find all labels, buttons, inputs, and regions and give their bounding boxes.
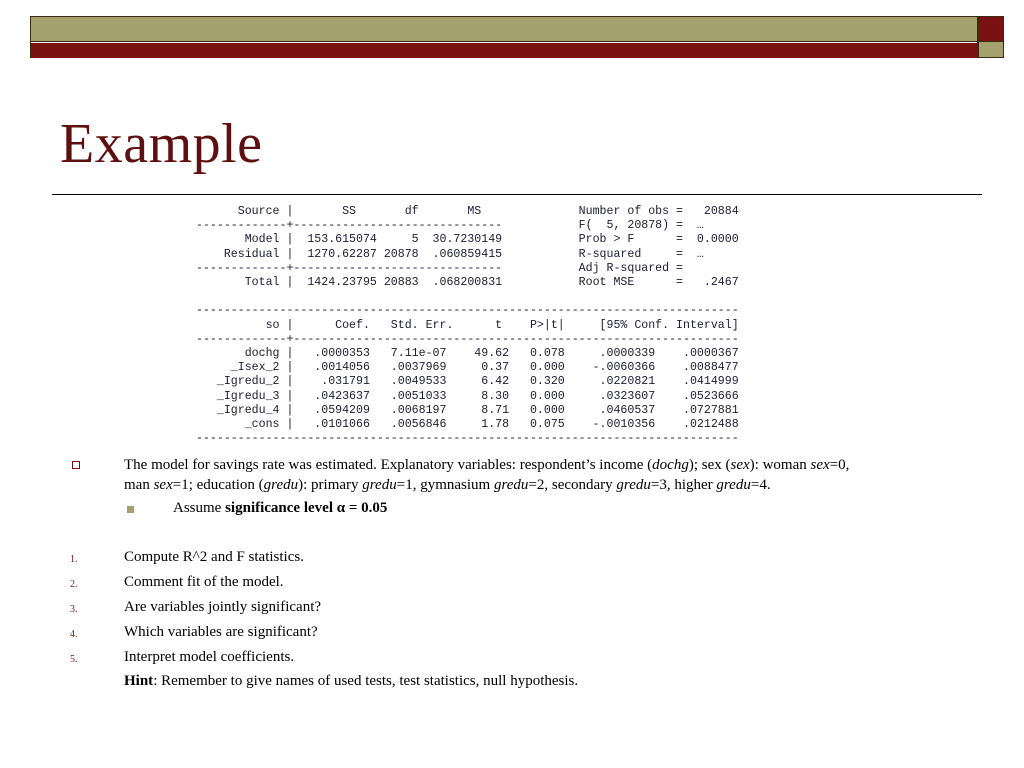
- regression-line: -------------+----------------------------------------------------------------: [196, 332, 739, 346]
- task-item: Which variables are significant?: [124, 624, 318, 640]
- header-corner-bottom: [978, 42, 1004, 58]
- header-corner-top: [978, 16, 1004, 42]
- regression-line: -------------+------------------------------ F( 5, 20878) = …: [196, 219, 704, 233]
- header-band-olive: [31, 17, 977, 42]
- regression-line: ------------------------------------------------------------------------------: [196, 304, 739, 318]
- header-band-maroon: [31, 43, 977, 58]
- assume-text: Assume significance level α = 0.05: [173, 500, 388, 516]
- hint-text: Hint: Remember to give names of used tests, test statistics, null hypothesis.: [124, 673, 579, 689]
- regression-line: dochg | .0000353 7.11e-07 49.62 0.078 .0000339 .0000367: [196, 347, 739, 361]
- regression-line: [196, 290, 739, 304]
- bullet-square-icon: [72, 461, 80, 469]
- title-divider: [52, 194, 982, 195]
- header-band: [30, 16, 978, 58]
- regression-line: _cons | .0101066 .0056846 1.78 0.075 -.0010356 .0212488: [196, 418, 739, 432]
- sub-bullet-square-icon: [127, 506, 134, 513]
- task-item: Comment fit of the model.: [124, 574, 284, 590]
- regression-line: _Igredu_2 | .031791 .0049533 6.42 0.320 .0220821 .0414999: [196, 375, 739, 389]
- main-bullet-text: The model for savings rate was estimated. Explanatory variables: respondent’s income (dochg); sex (sex): woman sex=0, man sex=1; education (gredu): primary gredu=1, gymnasium gredu=2, secondary gredu=3, higher gredu=4.: [124, 457, 850, 493]
- task-number: 5.: [70, 654, 78, 665]
- regression-line: _Isex_2 | .0014056 .0037969 0.37 0.000 -.0060366 .0088477: [196, 361, 739, 375]
- regression-line: Source | SS df MS Number of obs = 20884: [196, 205, 739, 218]
- regression-line: Total | 1424.23795 20883 .068200831 Root MSE = .2467: [196, 276, 739, 290]
- task-number: 4.: [70, 629, 78, 640]
- regression-line: ------------------------------------------------------------------------------: [196, 432, 739, 446]
- task-number: 3.: [70, 604, 78, 615]
- regression-line: Residual | 1270.62287 20878 .060859415 R-squared = …: [196, 247, 704, 261]
- regression-line: so | Coef. Std. Err. t P>|t| [95% Conf. Interval]: [196, 318, 739, 332]
- task-number: 2.: [70, 579, 78, 590]
- task-item: Interpret model coefficients.: [124, 649, 295, 665]
- regression-line: Model | 153.615074 5 30.7230149 Prob > F = 0.0000: [196, 233, 739, 247]
- regression-line: _Igredu_4 | .0594209 .0068197 8.71 0.000 .0460537 .0727881: [196, 403, 739, 417]
- task-item: Compute R^2 and F statistics.: [124, 549, 304, 565]
- regression-output: [196, 205, 739, 446]
- slide-title: Example: [60, 113, 263, 175]
- regression-line: -------------+------------------------------ Adj R-squared =: [196, 261, 684, 275]
- regression-line: _Igredu_3 | .0423637 .0051033 8.30 0.000 .0323607 .0523666: [196, 389, 739, 403]
- task-item: Are variables jointly significant?: [124, 599, 322, 615]
- task-number: 1.: [70, 554, 78, 565]
